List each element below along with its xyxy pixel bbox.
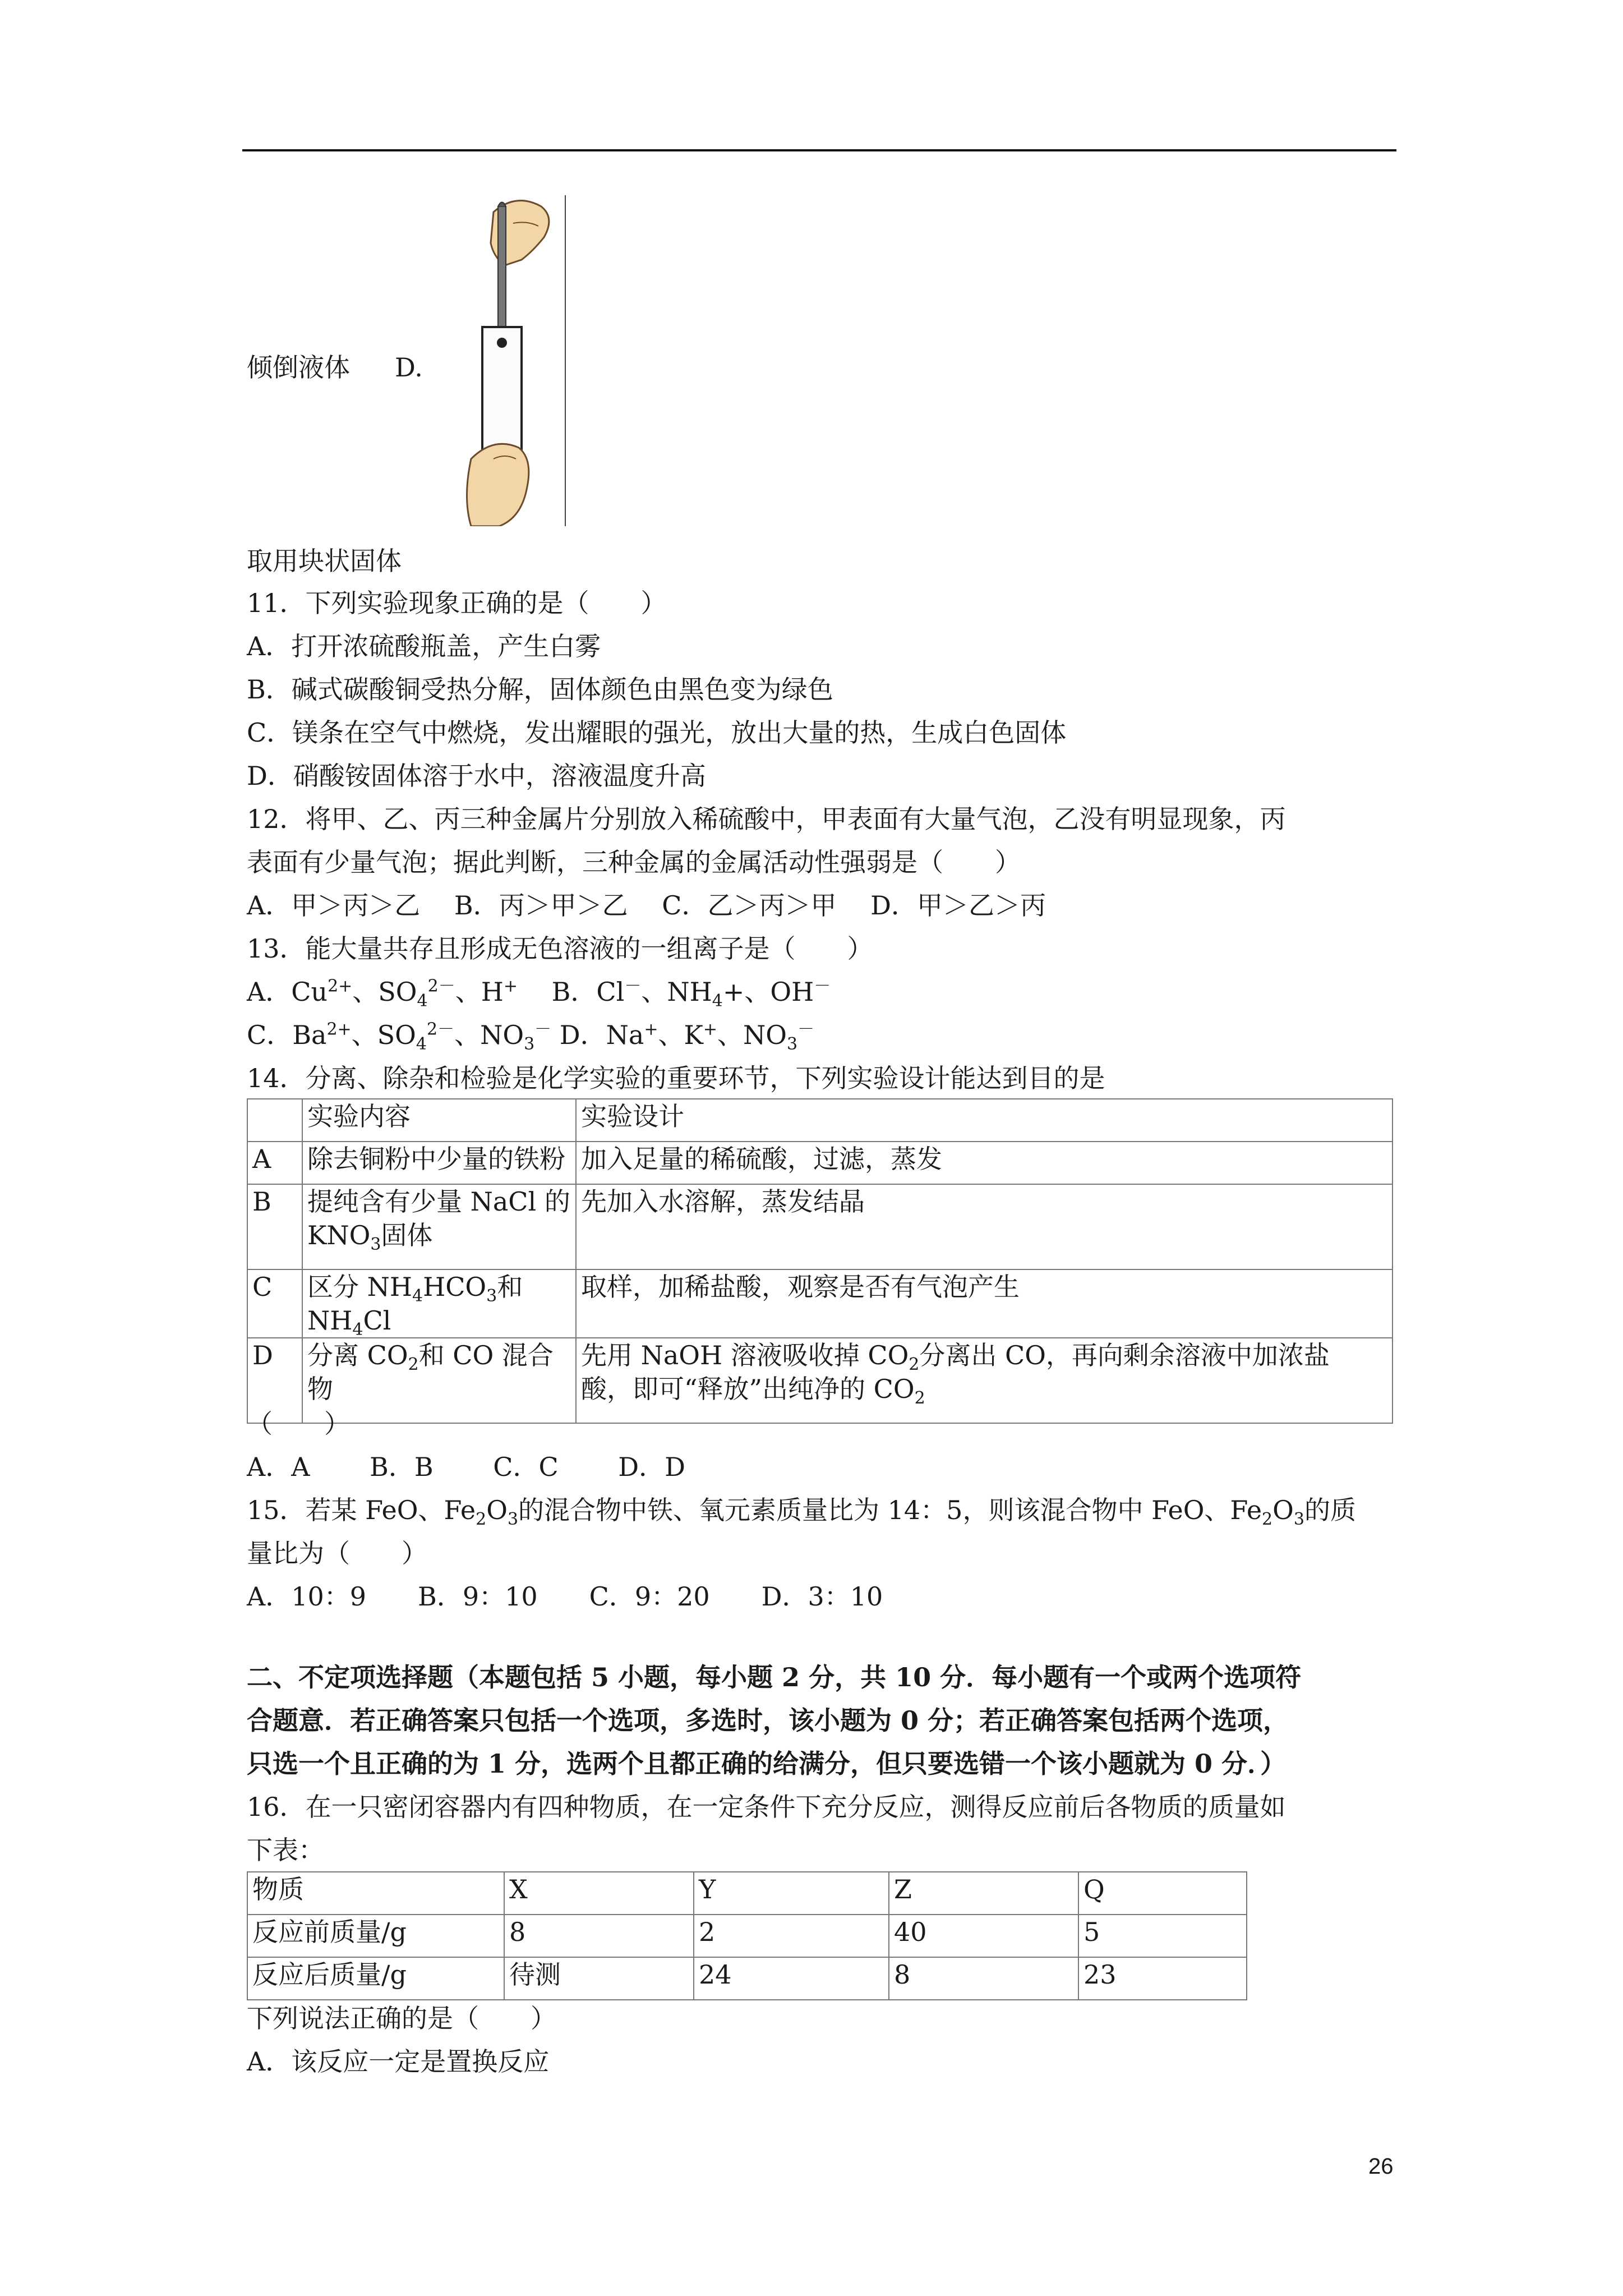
q10-option-d-caption: 取用块状固体: [247, 546, 402, 576]
header-rule: [242, 149, 1396, 151]
q15-options: A．10：9 B．9：10 C．9：20 D．3：10: [247, 1581, 883, 1612]
q15-stem-line2: 量比为（ ）: [247, 1538, 427, 1568]
table-row: A 除去铜粉中少量的铁粉 加入足量的稀硫酸，过滤，蒸发: [247, 1142, 1393, 1184]
table-row: C 区分 $NH_4HCO_3$和 $NH_4Cl$ 取样，加稀盐酸，观察是否有气泡产生: [247, 1269, 1393, 1338]
q10-option-c-text: 倾倒液体 D.: [247, 352, 423, 383]
table-header-cell: 实验内容: [302, 1099, 576, 1142]
q11-option-b: B．碱式碳酸铜受热分解，固体颜色由黑色变为绿色: [247, 674, 833, 705]
table-header-cell: 物质: [247, 1872, 504, 1915]
q11-option-d: D．硝酸铵固体溶于水中，溶液温度升高: [247, 761, 706, 791]
q11-option-a: A．打开浓硫酸瓶盖，产生白雾: [247, 631, 601, 661]
table-header-cell: 实验设计: [576, 1099, 1393, 1142]
table-row: D 分离 $CO_2$和 CO 混合物 先用 NaOH 溶液吸收掉 $CO_2$分离出 CO，再向剩余溶液中加浓盐 酸，即可“释放”出纯净的 $CO_2$: [247, 1338, 1393, 1423]
table-header-cell: Q: [1078, 1872, 1247, 1915]
q12-stem-line1: 12．将甲、乙、丙三种金属片分别放入稀硫酸中，甲表面有大量气泡，乙没有明显现象，丙: [247, 804, 1286, 834]
q12-options: A．甲＞丙＞乙 B．丙＞甲＞乙 C．乙＞丙＞甲 D．甲＞乙＞丙: [247, 890, 1046, 921]
q11-stem: 11．下列实验现象正确的是（ ）: [247, 588, 667, 618]
page-number: 26: [1368, 2154, 1394, 2179]
table-row: 反应前质量/g 8 2 40 5: [247, 1915, 1247, 1957]
q16-stem-line2: 下表：: [247, 1835, 324, 1865]
q10-option-d-label: D.: [395, 352, 423, 383]
q13-stem: 13．能大量共存且形成无色溶液的一组离子是（ ）: [247, 933, 873, 964]
q15-stem-line1: 15．若某 FeO、$Fe_2O_3$的混合物中铁、氧元素质量比为 14：5，则该混合物中 FeO、$Fe_2O_3$的质: [247, 1495, 1356, 1530]
dropper-test-tube-illustration: [460, 195, 566, 526]
table-header-cell: Z: [889, 1872, 1078, 1915]
q16-option-a: A．该反应一定是置换反应: [247, 2046, 550, 2077]
q14-blank: （ ）: [247, 1409, 350, 1439]
table-header-cell: X: [504, 1872, 694, 1915]
table-row: [247, 1872, 1247, 1915]
table-row: [247, 1099, 1393, 1142]
section2-heading-line3: 只选一个且正确的为 1 分，选两个且都正确的给满分，但只要选错一个该小题就为 0 分．）: [247, 1749, 1287, 1779]
q16-table: [247, 1871, 1247, 2000]
table-header-cell: Y: [694, 1872, 889, 1915]
q16-after-text: 下列说法正确的是（ ）: [247, 2003, 556, 2033]
q13-options-cd: C．$Ba^{2+}$、$SO_4^{2-}$、$NO_3^-$ D．Na+、K+、$NO_3^-$: [247, 1019, 815, 1055]
q16-stem-line1: 16．在一只密闭容器内有四种物质，在一定条件下充分反应，测得反应前后各物质的质量如: [247, 1792, 1286, 1822]
q14-stem: 14．分离、除杂和检验是化学实验的重要环节，下列实验设计能达到目的是: [247, 1063, 1105, 1093]
q12-stem-line2: 表面有少量气泡；据此判断，三种金属的金属活动性强弱是（ ）: [247, 847, 1021, 877]
section2-heading-line2: 合题意．若正确答案只包括一个选项，多选时，该小题为 0 分；若正确答案包括两个选项，: [247, 1705, 1289, 1736]
q13-options-ab: A．$Cu^{2+}$、$SO_4^{2-}$、H+ B．Cl－、$NH_4+$、OH－: [247, 976, 831, 1011]
table-row: 反应后质量/g 待测 24 8 23: [247, 1957, 1247, 2000]
section2-heading-line1: 二、不定项选择题（本题包括 5 小题，每小题 2 分，共 10 分．每小题有一个或两个选项符: [247, 1662, 1302, 1692]
q14-options: A．A B．B C．C D．D: [247, 1452, 686, 1482]
q14-table: [247, 1098, 1393, 1424]
table-row: B 提纯含有少量 NaCl 的 $KNO_3$固体 先加入水溶解，蒸发结晶: [247, 1184, 1393, 1269]
q11-option-c: C．镁条在空气中燃烧，发出耀眼的强光，放出大量的热，生成白色固体: [247, 717, 1067, 748]
